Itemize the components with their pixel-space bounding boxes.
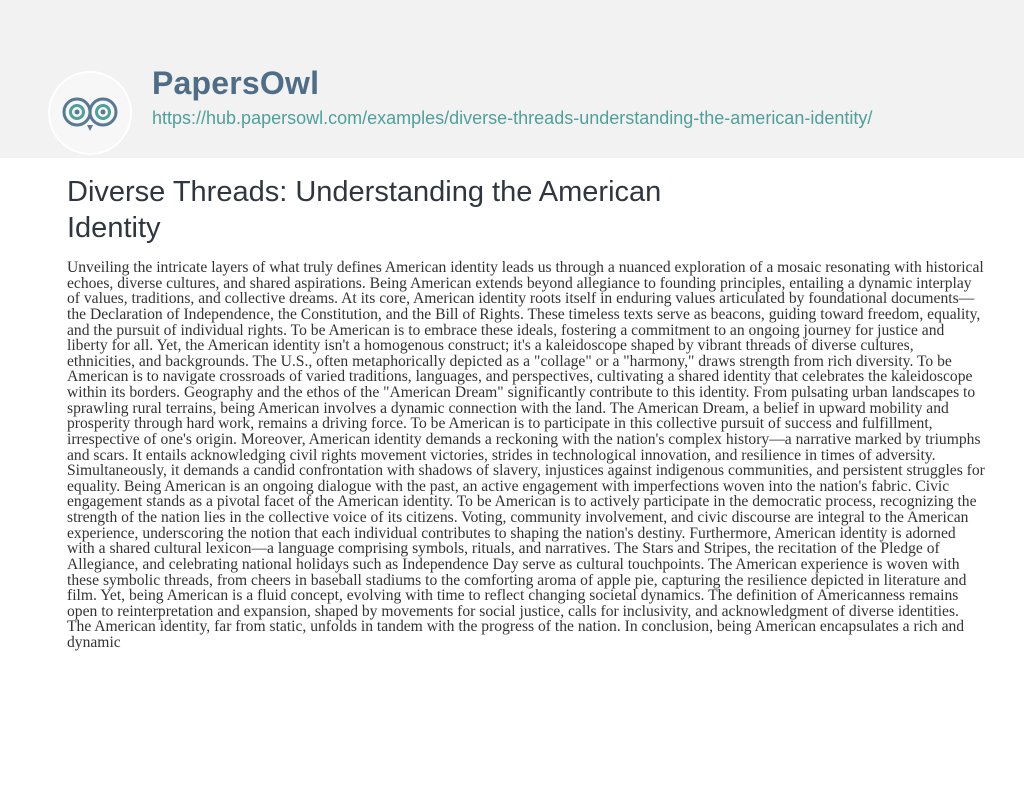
- essay-body: Unveiling the intricate layers of what truly defines American identity leads us through a nuanced exploration of a mosaic resonating with historical echoes, diverse cultures, and shared aspirations. Being American extends beyond allegiance to founding principles, entailing a dynamic interplay of values, traditions, and collective dreams. At its core, American identity roots itself in enduring values articulated by foundational documents—the Declaration of Independence, the Constitution, and the Bill of Rights. These timeless texts serve as beacons, guiding toward freedom, equality, and the pursuit of individual rights. To be American is to embrace these ideals, fostering a commitment to an ongoing journey for justice and liberty for all. Yet, the American identity isn't a homogenous construct; it's a kaleidoscope shaped by vibrant threads of diverse cultures, ethnicities, and backgrounds. The U.S., often metaphorically depicted as a "collage" or a "harmony," draws strength from rich diversity. To be American is to navigate crossroads of varied traditions, languages, and perspectives, cultivating a shared identity that celebrates the kaleidoscope within its borders. Geography and the ethos of the "American Dream" significantly contribute to this identity. From pulsating urban landscapes to sprawling rural terrains, being American involves a dynamic connection with the land. The American Dream, a belief in upward mobility and prosperity through hard work, remains a driving force. To be American is to participate in this collective pursuit of success and fulfillment, irrespective of one's origin. Moreover, American identity demands a reckoning with the nation's complex history—a narrative marked by triumphs and scars. It entails acknowledging civil rights movement victories, strides in technological innovation, and resilience in times of adversity. Simultaneously, it demands a candid confrontation with shadows of slavery, injustices against indigenous communities, and persistent struggles for equality. Being American is an ongoing dialogue with the past, an active engagement with imperfections woven into the nation's fabric. Civic engagement stands as a pivotal facet of the American identity. To be American is to actively participate in the democratic process, recognizing the strength of the nation lies in the collective voice of its citizens. Voting, community involvement, and civic discourse are integral to the American experience, underscoring the notion that each individual contributes to shaping the nation's destiny. Furthermore, American identity is adorned with a shared cultural lexicon—a language comprising symbols, rituals, and narratives. The Stars and Stripes, the recitation of the Pledge of Allegiance, and celebrating national holidays such as Independence Day serve as cultural touchpoints. The American experience is woven with these symbolic threads, from cheers in baseball stadiums to the comforting aroma of apple pie, capturing the resilience depicted in literature and film. Yet, being American is a fluid concept, evolving with time to reflect changing societal dynamics. The definition of Americanness remains open to reinterpretation and expansion, shaped by movements for social justice, calls for inclusivity, and acknowledgment of diverse identities. The American identity, far from static, unfolds in tandem with the progress of the nation. In conclusion, being American encapsulates a rich and dynamic: [67, 259, 985, 651]
- source-url-link[interactable]: https://hub.papersowl.com/examples/diverse-threads-understanding-the-american-identity/: [152, 108, 873, 128]
- header-banner: [0, 0, 1024, 158]
- owl-eyes-icon: [47, 70, 133, 156]
- brand-name[interactable]: PapersOwl: [152, 65, 320, 101]
- page-title: Diverse Threads: Understanding the American Identity: [67, 176, 662, 244]
